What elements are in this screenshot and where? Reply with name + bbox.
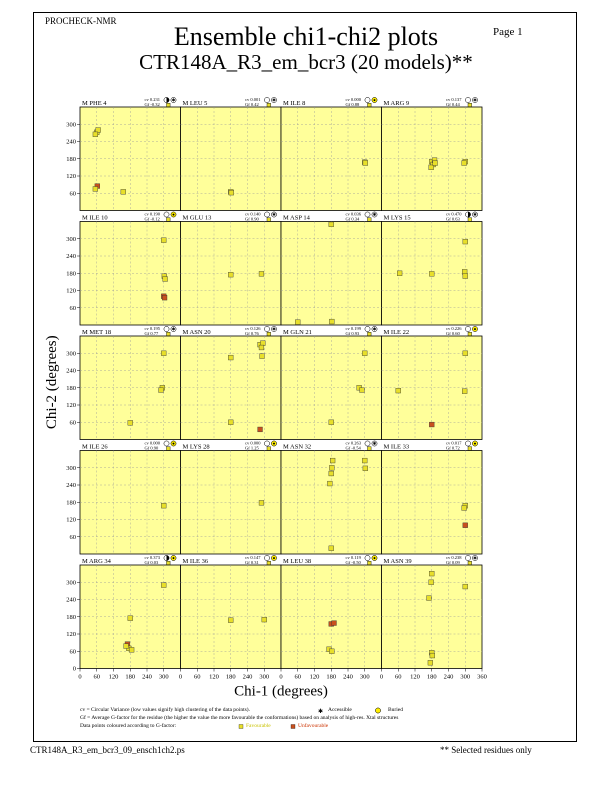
- panel-cv-value: cv 0.017: [446, 440, 462, 446]
- panel-cv-value: cv 0.126: [245, 326, 261, 331]
- panel-cv-value: cv 0.238: [446, 555, 462, 560]
- y-tick-label: 180: [66, 270, 76, 278]
- data-point: [427, 596, 432, 601]
- panel-gf-value: Gf 0.77: [144, 331, 159, 336]
- data-point: [159, 388, 164, 393]
- y-tick-label: 240: [66, 367, 76, 375]
- data-point: [429, 571, 434, 576]
- panel-gf-value: Gf -0.32: [144, 102, 160, 107]
- y-tick-label: 300: [66, 121, 76, 129]
- data-point: [161, 503, 166, 508]
- panel-residue-label: M ILE 22: [383, 329, 410, 336]
- x-tick-label: 180: [125, 673, 136, 681]
- data-point: [363, 161, 368, 166]
- gf-colour-box: [368, 561, 372, 565]
- y-tick-label: 60: [69, 190, 76, 198]
- panel-gf-value: Gf 0.03: [144, 560, 159, 565]
- burial-glyph-icon: ✱: [473, 212, 477, 218]
- panel-residue-label: M ILE 36: [182, 558, 209, 565]
- data-point: [161, 238, 166, 243]
- panel-residue-label: M LYS 28: [182, 443, 210, 451]
- panel-cv-value: cv 0.226: [446, 326, 462, 331]
- data-point: [259, 271, 264, 276]
- burial-glyph-icon: ✱: [171, 97, 176, 103]
- y-tick-label: 300: [66, 579, 76, 587]
- panel-cv-value: cv 0.470: [446, 211, 462, 217]
- data-point: [163, 277, 168, 282]
- y-tick-label: 300: [66, 235, 76, 243]
- x-tick-label: 300: [359, 673, 370, 681]
- burial-glyph-icon: ●: [272, 441, 276, 447]
- data-point: [327, 481, 332, 486]
- panel-residue-label: M ASP 14: [283, 214, 310, 222]
- panel-gf-value: Gf 0.76: [245, 331, 259, 336]
- gf-colour-box: [267, 561, 271, 565]
- gf-colour-box: [167, 447, 171, 451]
- burial-glyph-icon: ✱: [473, 97, 477, 103]
- burial-glyph-icon: ✱: [473, 555, 477, 561]
- panel-residue-label: M ASN 20: [182, 329, 211, 336]
- data-point: [96, 128, 101, 133]
- data-point: [462, 506, 467, 511]
- panel-gf-value: Gf 0.44: [446, 102, 460, 107]
- data-point: [429, 580, 434, 585]
- panel-residue-label: M ASN 39: [383, 558, 412, 565]
- data-point: [128, 420, 133, 425]
- panel-gf-value: Gf -0.54: [345, 445, 361, 451]
- panel-residue-label: M ILE 26: [82, 443, 108, 451]
- access-icon: [264, 441, 269, 446]
- burial-glyph-icon: ●: [473, 326, 477, 332]
- page-label: Page 1: [493, 26, 523, 38]
- data-point: [430, 653, 435, 658]
- data-point: [229, 190, 234, 195]
- x-tick-label: 0: [78, 673, 82, 681]
- panel-residue-label: M ARG 34: [82, 558, 111, 565]
- page-subtitle: CTR148A_R3_em_bcr3 (20 models)**: [139, 50, 473, 74]
- panel-gf-value: Gf -0.50: [345, 560, 361, 565]
- gf-colour-box: [267, 332, 271, 336]
- panel-cv-value: cv 0.147: [245, 555, 261, 560]
- x-tick-label: 240: [443, 673, 454, 681]
- colour-footnote: Data points coloured according to G-factor:: [80, 723, 177, 729]
- panel-gf-value: Gf 0.42: [245, 102, 259, 107]
- x-tick-label: 180: [426, 673, 437, 681]
- panel-cv-value: cv 0.373: [144, 555, 160, 560]
- burial-glyph-icon: ✱: [372, 212, 377, 218]
- y-tick-label: 0: [72, 665, 76, 673]
- y-tick-label: 240: [66, 482, 76, 489]
- gf-footnote: Gf = Average G-factor for the residue (the higher the value the more favourable the conformations) based on analysis of high-res. Xtal structures: [80, 715, 399, 721]
- burial-glyph-icon: ✱: [272, 212, 276, 218]
- x-tick-label: 120: [108, 673, 119, 681]
- panel-gf-value: Gf 0.60: [446, 331, 460, 336]
- data-point: [463, 351, 468, 356]
- data-point: [161, 583, 166, 588]
- panel-gf-value: Gf 0.72: [446, 445, 460, 451]
- x-tick-label: 60: [93, 673, 100, 681]
- data-point: [360, 388, 365, 393]
- x-axis-title: Chi-1 (degrees): [234, 683, 328, 700]
- data-point: [329, 420, 334, 425]
- panel-gf-value: Gf 0.88: [345, 102, 360, 107]
- panel-cv-value: cv 0.137: [446, 97, 462, 102]
- gf-colour-box: [368, 332, 372, 336]
- gf-colour-box: [368, 447, 372, 451]
- gf-colour-box: [267, 103, 271, 107]
- data-point: [295, 320, 300, 325]
- data-point: [329, 546, 334, 551]
- data-point: [463, 239, 468, 244]
- buried-legend-icon: [375, 708, 380, 713]
- panel-cv-value: cv 0.119: [345, 555, 361, 560]
- data-point: [462, 161, 467, 166]
- data-point: [228, 272, 233, 277]
- gf-colour-box: [468, 447, 472, 451]
- gf-colour-box: [167, 218, 171, 222]
- y-tick-label: 120: [66, 402, 76, 409]
- file-name: CTR148A_R3_em_bcr3_09_ensch1ch2.ps: [30, 745, 185, 755]
- panel-cv-value: cv 0.263: [345, 440, 361, 446]
- burial-glyph-icon: ●: [473, 441, 477, 447]
- data-point: [463, 274, 468, 279]
- gf-colour-box: [468, 332, 472, 336]
- panel-gf-value: Gf 0.31: [245, 560, 259, 565]
- program-name: PROCHECK-NMR: [45, 16, 117, 26]
- x-tick-label: 0: [178, 673, 183, 681]
- data-point: [433, 161, 438, 166]
- burial-glyph-icon: ●: [172, 212, 175, 218]
- panel-gf-value: Gf 0.90: [144, 445, 159, 451]
- panel-gf-value: Gf 0.93: [345, 331, 360, 336]
- data-point: [228, 618, 233, 623]
- data-point: [329, 471, 334, 476]
- selected-note: ** Selected residues only: [440, 745, 532, 755]
- access-half-icon: [167, 97, 170, 102]
- y-tick-label: 60: [69, 419, 76, 427]
- access-icon: [164, 326, 169, 331]
- unfavourable-legend: Unfavourable: [298, 723, 329, 729]
- data-point: [462, 389, 467, 394]
- gf-colour-box: [267, 447, 271, 451]
- data-point: [128, 616, 133, 621]
- data-point: [93, 187, 98, 192]
- data-point: [429, 165, 434, 170]
- data-point: [363, 466, 368, 471]
- gf-colour-box: [368, 218, 372, 222]
- cv-footnote: cv = Circular Variance (low values signify high clustering of the data points).: [80, 707, 250, 713]
- access-icon: [365, 212, 370, 217]
- panel-gf-value: Gf 0.34: [345, 216, 360, 222]
- data-point: [259, 345, 264, 350]
- access-icon: [465, 441, 470, 446]
- panel-residue-label: M ILE 33: [383, 443, 410, 451]
- data-point: [330, 458, 335, 463]
- access-icon: [365, 441, 370, 446]
- data-point: [258, 427, 263, 432]
- panel-cv-value: cv 0.000: [345, 97, 361, 102]
- x-tick-label: 240: [242, 673, 253, 681]
- y-tick-label: 300: [66, 350, 76, 358]
- burial-glyph-icon: ●: [373, 555, 376, 561]
- burial-glyph-icon: ●: [272, 555, 276, 561]
- panel-cv-value: cv 0.140: [245, 211, 261, 217]
- panel-cv-value: cv 0.190: [144, 211, 160, 217]
- y-tick-label: 180: [66, 384, 76, 392]
- burial-glyph-icon: ●: [172, 441, 175, 447]
- access-icon: [365, 97, 370, 102]
- gf-colour-box: [267, 218, 271, 222]
- panel-gf-value: Gf 0.09: [446, 560, 460, 565]
- data-point: [362, 351, 367, 356]
- burial-glyph-icon: ✱: [171, 326, 176, 332]
- panel-residue-label: M LYS 15: [383, 214, 411, 222]
- panel-gf-value: Gf 1.25: [245, 445, 259, 451]
- panel-residue-label: M LEU 5: [182, 100, 208, 107]
- y-tick-label: 60: [69, 533, 76, 541]
- burial-glyph-icon: ✱: [372, 441, 377, 447]
- x-tick-label: 0: [379, 673, 384, 681]
- access-icon: [264, 97, 269, 102]
- data-point: [329, 465, 334, 470]
- burial-glyph-icon: ✱: [272, 326, 276, 332]
- data-point: [124, 644, 129, 649]
- data-point: [428, 660, 433, 665]
- buried-legend: Buried: [388, 707, 403, 713]
- panel-cv-value: cv 0.231: [144, 97, 160, 102]
- panel-residue-label: M PHE 4: [82, 100, 107, 107]
- data-point: [332, 621, 337, 626]
- panel-gf-value: Gf 0.63: [446, 216, 460, 222]
- access-icon: [465, 326, 470, 331]
- x-tick-label: 60: [194, 673, 201, 681]
- panel-residue-label: M GLN 21: [283, 329, 312, 336]
- access-icon: [365, 326, 370, 331]
- access-half-icon: [167, 555, 170, 560]
- panel-residue-label: M LEU 38: [283, 558, 312, 565]
- data-point: [262, 617, 267, 622]
- data-point: [260, 354, 265, 359]
- access-icon: [264, 326, 269, 331]
- data-point: [228, 355, 233, 360]
- data-point: [329, 649, 334, 654]
- gf-colour-box: [167, 332, 171, 336]
- data-point: [129, 647, 134, 652]
- data-point: [161, 351, 166, 356]
- panel-residue-label: M ASN 32: [283, 443, 312, 451]
- y-axis-title: Chi-2 (degrees): [44, 335, 60, 430]
- y-tick-label: 300: [66, 464, 76, 472]
- y-tick-label: 120: [66, 631, 76, 638]
- panel-cv-value: cv 0.001: [245, 97, 261, 102]
- burial-glyph-icon: ●: [172, 555, 175, 561]
- panel-cv-value: cv 0.036: [345, 211, 361, 217]
- panel-residue-label: M ILE 8: [283, 100, 306, 107]
- x-tick-label: 180: [326, 673, 337, 681]
- burial-glyph-icon: ✱: [272, 97, 276, 103]
- x-tick-label: 60: [395, 673, 402, 681]
- panel-residue-label: M ILE 10: [82, 214, 108, 222]
- data-point: [259, 500, 264, 505]
- y-tick-label: 60: [69, 648, 76, 656]
- accessible-legend-icon: ✱: [318, 709, 324, 715]
- y-tick-label: 240: [66, 596, 76, 604]
- burial-glyph-icon: ●: [373, 97, 376, 103]
- x-tick-label: 240: [142, 673, 152, 681]
- panel-cv-value: cv 0.195: [144, 326, 160, 331]
- y-tick-label: 240: [66, 138, 76, 146]
- panel-cv-value: cv 0.199: [345, 326, 361, 331]
- x-tick-label: 360: [477, 673, 487, 681]
- panel-cv-value: cv 0.000: [245, 440, 261, 446]
- panel-residue-label: M GLU 13: [182, 214, 212, 222]
- gf-colour-box: [468, 103, 472, 107]
- panel-residue-label: M MET 18: [82, 329, 112, 336]
- data-point: [396, 388, 401, 393]
- y-tick-label: 60: [69, 304, 76, 312]
- accessible-legend: Accessible: [328, 707, 352, 713]
- data-point: [329, 319, 334, 324]
- data-point: [463, 523, 468, 528]
- data-point: [397, 271, 402, 276]
- panel-gf-value: Gf 0.90: [245, 216, 259, 222]
- gf-colour-box: [368, 103, 372, 107]
- favourable-swatch: [239, 725, 243, 729]
- data-point: [429, 422, 434, 427]
- y-tick-label: 180: [66, 499, 76, 507]
- favourable-legend: Favourable: [246, 723, 271, 729]
- y-tick-label: 120: [66, 287, 76, 295]
- access-icon: [465, 97, 470, 102]
- data-point: [260, 341, 265, 346]
- y-tick-label: 240: [66, 253, 76, 260]
- x-tick-label: 0: [279, 673, 283, 681]
- y-tick-label: 180: [66, 613, 76, 621]
- access-icon: [465, 555, 470, 560]
- x-tick-label: 180: [225, 673, 236, 681]
- y-tick-label: 180: [66, 155, 76, 163]
- y-tick-label: 120: [66, 516, 76, 524]
- x-tick-label: 120: [309, 673, 320, 681]
- x-tick-label: 300: [259, 673, 270, 681]
- page-title: Ensemble chi1-chi2 plots: [173, 22, 439, 51]
- panel-cv-value: cv 0.000: [144, 440, 160, 446]
- x-tick-label: 300: [158, 673, 169, 681]
- y-tick-label: 120: [66, 173, 76, 180]
- data-point: [329, 222, 334, 227]
- gf-colour-box: [167, 103, 171, 107]
- data-point: [362, 458, 367, 463]
- access-icon: [164, 441, 169, 446]
- x-tick-label: 300: [460, 673, 471, 681]
- access-icon: [164, 212, 169, 217]
- data-point: [121, 189, 126, 194]
- x-tick-label: 60: [294, 673, 301, 681]
- data-point: [228, 420, 233, 425]
- gf-colour-box: [167, 561, 171, 565]
- data-point: [429, 271, 434, 276]
- unfavourable-swatch: [291, 725, 295, 729]
- x-tick-label: 240: [343, 673, 353, 681]
- access-icon: [365, 555, 370, 560]
- data-point: [463, 584, 468, 589]
- data-point: [462, 269, 467, 274]
- gf-colour-box: [468, 218, 472, 222]
- burial-glyph-icon: ✱: [372, 326, 377, 332]
- data-point: [162, 295, 167, 300]
- data-point: [93, 132, 98, 137]
- panel-gf-value: Gf -0.12: [144, 216, 160, 222]
- panel-residue-label: M ARG 9: [383, 100, 410, 107]
- access-half-icon: [468, 212, 471, 217]
- access-icon: [264, 212, 269, 217]
- x-tick-label: 120: [209, 673, 219, 681]
- gf-colour-box: [468, 561, 472, 565]
- x-tick-label: 120: [410, 673, 420, 681]
- access-icon: [264, 555, 269, 560]
